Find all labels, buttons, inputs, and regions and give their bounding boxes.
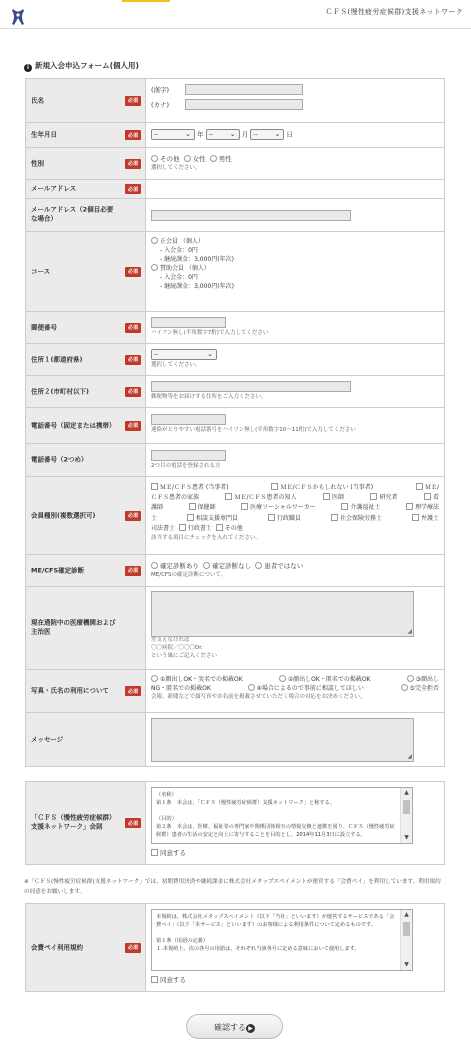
bylaws-agree-checkbox[interactable] [151,849,158,856]
resize-grip-icon[interactable]: ◢ [407,753,412,760]
row-tel [25,408,445,444]
member-check-nurse[interactable] [424,493,431,500]
hospital-label: 現在通院中の医療機関および主治医 [31,618,116,636]
addr2-note: 郵便物等をお届けする住所をご入力ください。 [151,394,267,400]
member-check-public-health-nurse[interactable] [189,503,196,510]
tel-note: 連絡がとりやすい電話番号をハイフン無し(半角数字10～11桁)で入力してください [151,427,356,433]
photo-note: 会報、新聞などで顔写真やお名前を掲載させていただく場合の対応をお決めください。 [151,694,366,700]
required-badge: 必須 [125,355,141,365]
member-check-consultant[interactable] [187,514,194,521]
birth-day-select[interactable]: -- ⌄ [250,129,284,140]
confirm-label: 確認する [214,1023,246,1032]
arrow-right-icon: ▶ [246,1024,255,1033]
zip-label: 郵便番号 [31,322,57,331]
member-check-lawyer[interactable] [412,514,419,521]
row-birth [25,123,445,148]
month-unit: 月 [241,130,249,139]
addr2-label: 住所２(市町村以下) [31,386,89,395]
gender-radio-female[interactable] [184,155,191,162]
member-check-maybe[interactable] [271,483,278,490]
gender-label: 性別 [31,158,44,167]
chevron-down-icon: ⌄ [207,350,213,358]
confirm-button[interactable] [186,1014,283,1039]
pay-form [25,903,445,992]
row-diagnosis: ME/CFS確定診断 必須 確定診断あり 確定診断なし 患者ではない ME/CFSの確定診断について。 [25,555,445,587]
course-radio-regular[interactable] [151,237,158,244]
site-title[interactable]: ＣＦＳ(慢性疲労症候群)支援ネットワーク [325,8,463,16]
member-check-physio[interactable] [406,503,413,510]
page-title [24,60,139,72]
tel-label: 電話番号（固定または携帯） [31,420,116,429]
row-bylaws [25,781,445,865]
diagnosis-label: ME/CFS確定診断 [31,565,85,574]
member-check-patient[interactable] [151,483,158,490]
member-check-care-worker[interactable] [341,503,348,510]
member-check-researcher[interactable] [370,493,377,500]
name-kana-input[interactable] [185,99,303,110]
scrollbar[interactable] [400,910,412,970]
diagnosis-radio-not-patient[interactable] [255,562,262,569]
photo-radio-1[interactable] [151,675,158,682]
member-check-government[interactable] [268,514,275,521]
required-badge: 必須 [125,130,141,140]
member-check-msw[interactable] [241,503,248,510]
member-check-labor-consultant[interactable] [331,514,338,521]
message-textarea[interactable] [151,718,414,762]
scroll-down-icon: ▼ [404,834,409,841]
row-name [25,79,445,123]
course-radio-supporting[interactable] [151,264,158,271]
row-photo: 写真・氏名の利用について 必須 ①顔出しOK・実名での掲載OK ②顔出しOK・匿名での掲載OK ③顔出し NG・匿名での掲載OK ④場合によるので事前に相談してほしい ⑤完全拒否 会報、新聞などで顔写真やお名前を掲載させていただく場合の対応をお決めください。 [25,670,445,713]
name-label: 氏名 [31,95,44,104]
email2-input[interactable] [151,210,351,221]
required-badge: 必須 [125,686,141,696]
zip-input[interactable] [151,317,226,328]
required-badge: 必須 [125,387,141,397]
gender-note: 選択してください。 [151,165,201,171]
pay-terms-label: 会費ペイ利用規約 [31,942,83,951]
row-hospital [25,587,445,670]
info-icon: i [24,64,32,72]
scroll-up-icon: ▲ [404,789,409,796]
required-badge: 必須 [125,566,141,576]
required-badge: 必須 [125,159,141,169]
row-course: コース 必須 正会員 （個人） - 入会金：0円 - 継続課金：3,000円(年次) 賛助会員 （個人） - 入会金：0円 - 継続課金：3,000円(年次) [25,232,445,312]
prefecture-select[interactable]: -- ⌄ [151,349,217,360]
bylaws-scrollbox[interactable]: （名称） 第１条 本会は、「ＣＦＳ（慢性疲労症候群）支援ネットワーク」と称する。 （目的） 第２条 本会は、医療、福祉等の専門家や関係団体相互の情報交換と連携を図り、ＣＦＳ（慢性疲労症候群）患者の生活の安定と向上に寄与することを目的とし、2014年11月3日に設立する。 ▲ ▼ [151,787,413,844]
row-addr2 [25,376,445,408]
row-message [25,713,445,767]
photo-radio-4[interactable] [248,684,255,691]
bylaws-label: 「ＣＦＳ（慢性疲労症候群）支援ネットワーク」会則 [31,813,116,831]
row-pay-terms [25,904,445,992]
scroll-up-icon: ▲ [404,911,409,918]
tel-input[interactable] [151,414,226,425]
pay-terms-scrollbox[interactable]: 本規約は、株式会社メタップスペイメント（以下「当社」といいます）が運営するサービスである「会費ペイ」（以下「本サービス」といいます）のお客様による利用条件について定めるものです。 第１条（用語の定義） １.本規約上、次の各号の用語は、それぞれ当該各号に定める意味において使用します。 ▲ ▼ [151,909,413,971]
addr2-input[interactable] [151,381,351,392]
required-badge: 必須 [125,323,141,333]
chevron-down-icon: ⌄ [185,130,191,138]
name-kanji-input[interactable] [185,84,303,95]
message-label: メッセージ [31,734,64,743]
required-badge: 必須 [125,943,141,953]
scroll-down-icon: ▼ [404,961,409,968]
hospital-textarea[interactable] [151,591,414,637]
diagnosis-note: ME/CFSの確定診断について。 [151,572,227,578]
kanji-label: (漢字) [151,85,170,94]
scrollbar[interactable] [400,788,412,843]
member-type-note: 該当する項目にチェックを入れてください。 [151,534,261,541]
row-gender: 性別 必須 その他 女性 男性 選択してください。 [25,148,445,180]
year-unit: 年 [197,130,204,139]
application-form [25,78,445,865]
kana-label: (カナ) [151,100,170,109]
required-badge: 必須 [125,511,141,521]
addr1-label: 住所１(都道府県) [31,354,83,363]
addr1-note: 選択してください。 [151,362,201,368]
day-unit: 日 [286,130,293,139]
required-badge: 必須 [125,96,141,106]
chevron-down-icon: ⌄ [274,130,281,138]
photo-label: 写真・氏名の利用について [31,686,109,695]
ribbon-logo-icon [10,8,26,26]
pay-notice: ※「ＣＦＳ(慢性疲労症候群)支援ネットワーク」では、初期費用決済や継続課金に株式会社メタップスペイメントが運営する「会費ペイ」を利用しています。利用規約の同意をお願いします。 [24,879,441,895]
site-header [0,0,471,29]
required-badge: 必須 [125,421,141,431]
email2-label: メールアドレス（2個目必要な場合） [31,205,114,223]
tel2-note: 2つ目の電話を登録される方 [151,463,221,469]
hospital-note: 差支えなければ 〇〇病院／〇〇〇Dr. という風にご記入ください [151,637,218,659]
resize-grip-icon[interactable]: ◢ [407,628,412,635]
member-check-admin-scrivener[interactable] [179,524,186,531]
row-zip [25,312,445,344]
page-title-text: 新規入会申込フォーム(個人用) [35,61,139,70]
diagnosis-radio-no[interactable] [203,562,210,569]
member-check-acquaintance[interactable] [225,493,232,500]
diagnosis-radio-yes[interactable] [151,562,158,569]
pay-agree-checkbox[interactable] [151,976,158,983]
email-label: メールアドレス [31,184,77,193]
zip-note: ハイフン無し(半角数字7桁)で入力してください [151,330,269,336]
row-member-type: 会員種別(複数選択可) 必須 ＭＥ/ＣＦＳ患者 (当事者) ＭＥ/ＣＦＳかもしれない (当事者) ＭＥ/ ＣＦＳ患者の家族 ＭＥ/ＣＦＳ患者の知人 医師 研究者 看 護師 保健師 医療ソーシャルワーカー 介護福祉士 理学療法 士 相談支援専門員 行政職員 社会保険労務士 弁護士 司法書士 行政書士 その他 該当する項目にチェックを入れてください。 [25,477,445,555]
pay-agree-label: 同意する [160,976,186,984]
birth-month-select[interactable]: -- ⌄ [206,129,240,140]
tel2-input[interactable] [151,450,226,461]
row-email [25,180,445,199]
email-field[interactable] [146,180,445,198]
gender-radio-other[interactable] [151,155,158,162]
row-tel2 [25,444,445,477]
member-check-family[interactable] [416,483,423,490]
accent-bar [122,0,170,2]
required-badge: 必須 [125,267,141,277]
gender-radio-male[interactable] [210,155,217,162]
photo-radio-2[interactable] [279,675,286,682]
required-badge: 必須 [125,818,141,828]
row-email2 [25,199,445,232]
chevron-down-icon: ⌄ [229,130,236,138]
photo-radio-3[interactable] [407,675,414,682]
row-addr1 [25,344,445,376]
photo-radio-5[interactable] [401,684,408,691]
member-check-other[interactable] [216,524,223,531]
course-label: コース [31,266,51,275]
required-badge: 必須 [125,184,141,194]
birth-year-select[interactable]: -- ⌄ [151,129,195,140]
birth-label: 生年月日 [31,130,57,139]
row-spacer [25,767,445,781]
tel2-label: 電話番号（2つめ） [31,455,88,464]
member-type-label: 会員種別(複数選択可) [31,510,96,519]
member-check-doctor[interactable] [323,493,330,500]
bylaws-agree-label: 同意する [160,849,186,857]
